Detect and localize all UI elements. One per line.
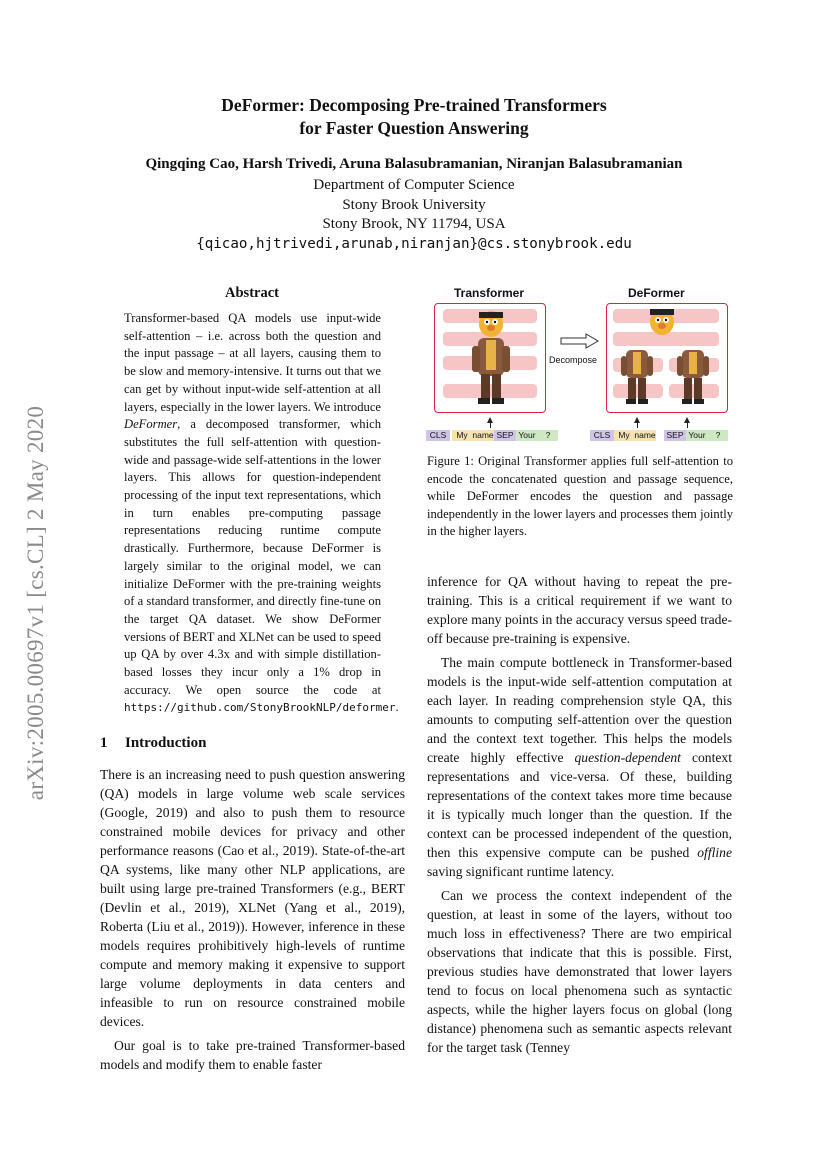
- token-passage: Your: [516, 430, 538, 441]
- input-arrow-stem: [490, 422, 491, 428]
- paper-title-line2: for Faster Question Answering: [299, 118, 529, 138]
- decompose-arrow-icon: [560, 333, 600, 349]
- author-emails: {qicao,hjtrivedi,arunab,niranjan}@cs.stonybrook.edu: [196, 235, 632, 252]
- abstract-end: .: [395, 700, 399, 715]
- token-question: name: [472, 430, 494, 440]
- figure-title-transformer: Transformer: [454, 286, 525, 300]
- body-paragraph: inference for QA without having to repeat the pre-training. This is a critical requirement if we want to explore many points in the accuracy versus speed trade-off because pre-training is expensive.: [427, 574, 732, 646]
- token-cls: CLS: [590, 430, 614, 441]
- paper-title-line1: DeFormer: Decomposing Pre-trained Transformers: [221, 95, 607, 115]
- token-question: name: [634, 430, 656, 440]
- decompose-label: Decompose: [549, 355, 598, 365]
- bert-body-icon: [677, 348, 709, 406]
- caption-label: Figure 1:: [427, 454, 474, 468]
- figure-title-deformer: DeFormer: [628, 286, 685, 300]
- bert-head-icon: [645, 306, 679, 346]
- abstract-text: Transformer-based QA models use input-wide self-attention – i.e. across both the question and the input passage – at all layers, causing them to be slow and memory-intensive. It turns out that we can get by without input-wide self-attention at all layers, especially in the lower layers. We introduce: [124, 311, 381, 414]
- section-number: 1: [100, 735, 108, 751]
- arxiv-id: arXiv:2005.00697v1 [cs.CL] 2 May 2020: [23, 405, 48, 800]
- token-question: My: [614, 430, 634, 441]
- intro-paragraph: Our goal is to take pre-trained Transformer-based models and modify them to enable faster: [100, 1038, 405, 1072]
- affiliation-line: Department of Computer Science: [313, 177, 515, 193]
- abstract-heading: Abstract: [225, 285, 279, 301]
- token-passage: Your: [686, 430, 708, 441]
- paragraph-text: context representations and vice-versa. Of these, building representations of the context takes more time because it is typically much longer than the question. If the context can be processed independent of the question, then this expensive compute can be pushed: [427, 750, 732, 860]
- paragraph-text: saving significant runtime latency.: [427, 864, 615, 879]
- figure-caption: [427, 453, 733, 541]
- input-arrow-stem: [687, 422, 688, 428]
- token-passage: ?: [708, 430, 728, 441]
- paragraph-emphasis: offline: [697, 845, 732, 860]
- affiliation-line: Stony Brook, NY 11794, USA: [322, 216, 506, 232]
- abstract-text-cont: , a decomposed transformer, which substitutes the full self-attention with question-wide and passage-wide self-attentions in the lower layers. This allows for question-independent processing of the input text representations, which in turn enables pre-computing passage representations reducing runtime compute drastically. Furthermore, because DeFormer is largely similar to the original model, we can initialize DeFormer with the pre-training weights of a standard transformer, and directly fine-tune on the target QA dataset. We show DeFormer versions of BERT and XLNet can be used to speed up QA by over 4.3x and with simple distillation-based losses they incur only a 1% drop in accuracy. We open source the code at: [124, 417, 381, 697]
- arxiv-stamp: [16, 365, 56, 840]
- code-url-link[interactable]: https://github.com/StonyBrookNLP/deformer: [124, 701, 396, 715]
- intro-left-column: [100, 765, 405, 1074]
- token-sep: SEP: [494, 430, 516, 441]
- body-paragraph: Can we process the context independent of the question, at least in some of the layers, without too much loss in effectiveness? There are two empirical observations that indicate that this is possible. First, previous studies have demonstrated that lower layers tend to focus on local phenomena such as syntactic aspects, while the higher layers focus on global (long distance) phenomena such as semantic aspects relevant for the target task (Tenney: [427, 888, 732, 1055]
- affiliation-block: [0, 176, 828, 254]
- paragraph-emphasis: question-dependent: [574, 750, 681, 765]
- figure-1: [420, 283, 740, 443]
- author-list: Qingqing Cao, Harsh Trivedi, Aruna Balasubramanian, Niranjan Balasubramanian: [145, 156, 683, 172]
- body-paragraph: [427, 653, 732, 881]
- input-arrow-stem: [637, 422, 638, 428]
- caption-text: Original Transformer applies full self-attention to encode the concatenated question and passage sequence, while DeFormer encodes the question and passage independently in the lower layers and processes them jointly in the higher layers.: [427, 454, 733, 539]
- token-sep: SEP: [664, 430, 686, 441]
- bert-character-icon: [469, 310, 513, 406]
- paragraph-text: The main compute bottleneck in Transformer-based models is the input-wide self-attention computation at each layer. In reading comprehension style QA, this amounts to computing self-attention over the question and the context text together. This helps the models create highly effective: [427, 655, 732, 765]
- token-passage: ?: [538, 430, 558, 441]
- section-title: Introduction: [125, 735, 207, 751]
- affiliation-line: Stony Brook University: [342, 196, 486, 213]
- section-heading-introduction: [100, 735, 206, 752]
- token-question: My: [452, 430, 472, 441]
- deformer-box: [606, 303, 728, 413]
- token-cls: CLS: [426, 430, 450, 441]
- bert-body-icon: [621, 348, 653, 406]
- abstract-body: [124, 310, 399, 717]
- abstract-emphasis: DeFormer: [124, 417, 178, 432]
- transformer-box: [434, 303, 546, 413]
- intro-right-column: [427, 572, 732, 1057]
- intro-paragraph: There is an increasing need to push question answering (QA) models in large volume web scale services (Google, 2019) and also to push them to resource constrained mobile devices for privacy and other performance reasons (Cao et al., 2019). State-of-the-art QA systems, like many other NLP applications, are built using large pre-trained Transformers (e.g., BERT (Devlin et al., 2019), XLNet (Yang et al., 2019), Roberta (Liu et al., 2019)). However, inference in these models requires prohibitively high-levels of runtime compute and memory making it expensive to support large volume deployments in data centers and infeasible to run on resource constrained mobile devices.: [100, 767, 405, 1029]
